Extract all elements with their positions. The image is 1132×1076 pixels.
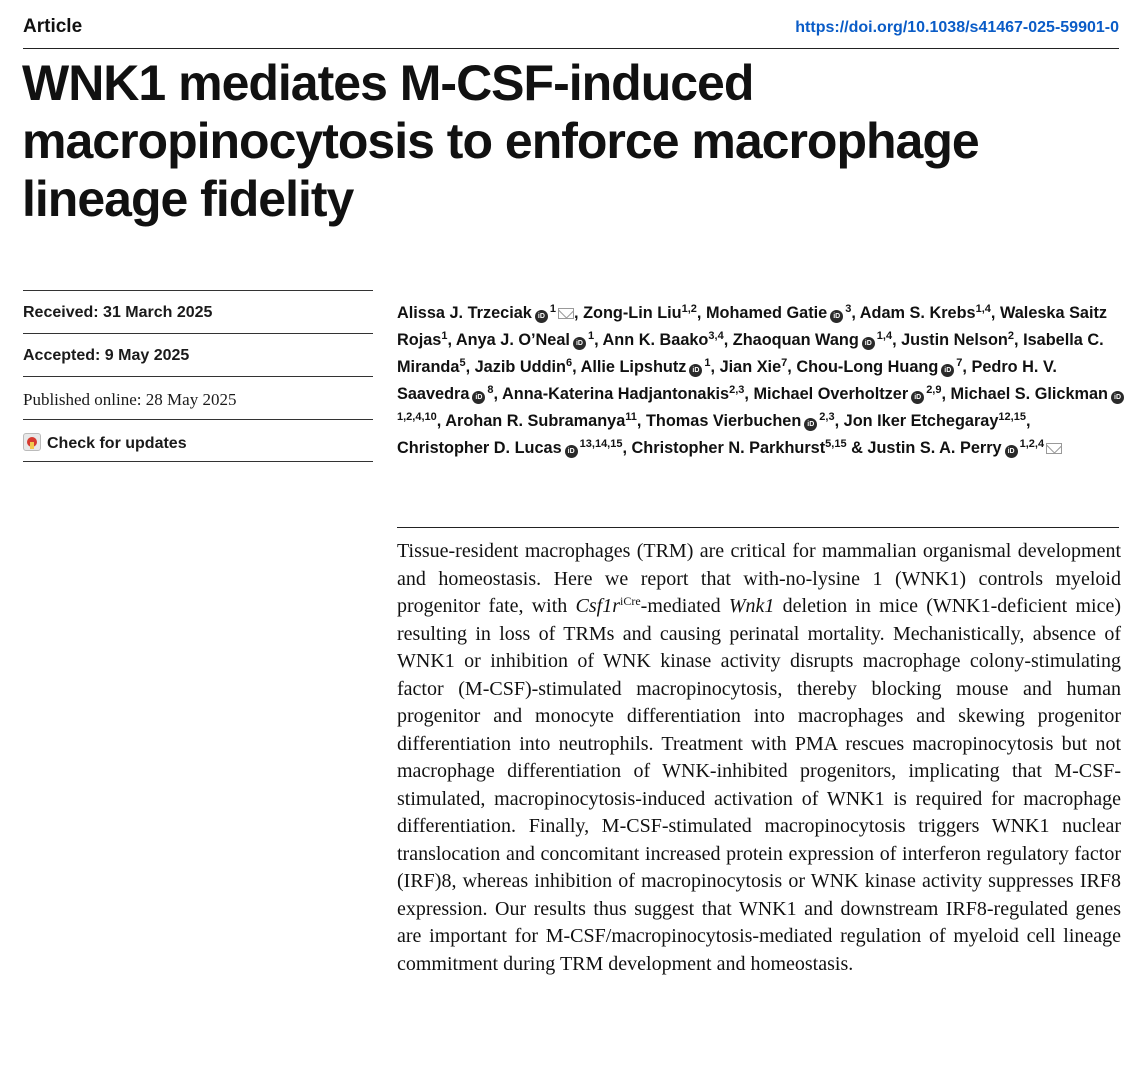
author-affiliation: 13,14,15 [579, 438, 623, 450]
author-separator: , [892, 331, 902, 349]
author-name: Zong-Lin Liu [583, 304, 682, 322]
author[interactable] [475, 358, 573, 376]
author-name: Ann K. Baako [602, 331, 709, 349]
author-affiliation: 1 [441, 330, 448, 342]
author-name: Jazib Uddin [474, 358, 566, 376]
author-separator: , [962, 358, 972, 376]
author-separator: , [572, 358, 581, 376]
author-separator: , [851, 304, 860, 322]
author-affiliation: 7 [956, 357, 963, 369]
author[interactable] [867, 439, 1062, 457]
received-date: Received: 31 March 2025 [23, 290, 373, 333]
author-name: Alissa J. Trzeciak [397, 304, 532, 322]
author-separator: , [636, 412, 646, 430]
orcid-icon[interactable]: iD [804, 418, 817, 431]
author-affiliation: 3 [845, 303, 852, 315]
author-name: Christopher N. Parkhurst [631, 439, 826, 457]
abstract [397, 538, 1121, 978]
author-affiliation: 2,9 [926, 384, 942, 396]
author-separator: , [465, 358, 475, 376]
abstract-divider [397, 527, 1119, 528]
orcid-icon[interactable]: iD [1111, 391, 1124, 404]
author[interactable] [445, 412, 637, 430]
author-name: Jon Iker Etchegaray [843, 412, 999, 430]
author-separator: , [723, 331, 733, 349]
gene-name: Csf1r [575, 595, 620, 617]
gene-superscript: iCre [620, 594, 641, 608]
author-separator: , [493, 385, 502, 403]
author[interactable] [581, 358, 711, 376]
author-separator: , [594, 331, 603, 349]
author-name: Pedro H. V. Saavedra [397, 358, 1057, 403]
author[interactable] [753, 385, 941, 403]
author-name: Allie Lipshutz [580, 358, 687, 376]
author-affiliation: 1,4 [876, 330, 893, 342]
email-icon[interactable] [1046, 443, 1062, 454]
author[interactable] [844, 412, 1026, 430]
author-separator: , [436, 412, 446, 430]
author-separator: , [834, 412, 844, 430]
accepted-date: Accepted: 9 May 2025 [23, 333, 373, 376]
author-affiliation: 12,15 [998, 411, 1026, 423]
author-name: Adam S. Krebs [859, 304, 976, 322]
author-name: Michael S. Glickman [950, 385, 1108, 403]
author-name: Michael Overholtzer [753, 385, 909, 403]
author[interactable] [901, 331, 1014, 349]
author[interactable] [706, 304, 851, 322]
author-affiliation: 1,2,4,10 [397, 411, 437, 423]
orcid-icon[interactable]: iD [565, 445, 578, 458]
author-affiliation: 3,4 [708, 330, 724, 342]
doi-link[interactable]: https://doi.org/10.1038/s41467-025-59901-0 [795, 19, 1119, 36]
author-name: Waleska Saitz Rojas [397, 304, 1108, 349]
orcid-icon[interactable]: iD [472, 391, 485, 404]
gene-name: Wnk1 [728, 595, 775, 617]
author-separator: , [787, 358, 797, 376]
author-affiliation: 1 [587, 330, 595, 342]
author-name: Isabella C. Miranda [397, 331, 1104, 376]
author-separator: , [622, 439, 632, 457]
orcid-icon[interactable]: iD [911, 391, 924, 404]
author-affiliation: 7 [781, 357, 788, 369]
email-icon[interactable] [558, 308, 574, 319]
author-name: Jian Xie [719, 358, 782, 376]
article-type-label: Article [23, 16, 83, 37]
orcid-icon[interactable]: iD [862, 337, 875, 350]
abstract-text: deletion in mice (WNK1-deficient mice) resulting in loss of TRMs and causing perinatal mortality. Mechanistically, absence of WNK1 or inhibition of WNK kinase activity disrupts macrophage colony-stimulating factor (M-CSF)-stimulated macropinocytosis, thereby blocking mouse and human progenitor and monocyte differentiation into macrophages and skewing progenitor differentiation into neutrophils. Treatment with PMA rescues macropinocytosis but not macrophage differentiation of WNK-inhibited progenitors, implicating that M-CSF-stimulated, macropinocytosis-induced activation of WNK1 is required for macrophage differentiation. Finally, M-CSF-stimulated macropinocytosis triggers WNK1 nuclear translocation and concomitant increased protein expression of interferon regulatory factor (IRF)8, whereas inhibition of macropinocytosis or WNK kinase activity suppresses IRF8 expression. Our results thus suggest that WNK1 and downstream IRF8-regulated genes are important for M-CSF/macropinocytosis-mediated regulation of myeloid cell lineage commitment during TRM development and homeostasis. [397, 595, 1121, 975]
author-affiliation: 11 [625, 411, 637, 423]
author-separator: , [941, 385, 951, 403]
author-affiliation: 1 [704, 357, 711, 369]
author-affiliation: 5,15 [825, 438, 847, 450]
author-separator: & [846, 439, 868, 457]
author-name: Anna-Katerina Hadjantonakis [502, 385, 730, 403]
orcid-icon[interactable]: iD [1005, 445, 1018, 458]
author-name: Anya J. O’Neal [455, 331, 570, 349]
author-separator: , [696, 304, 706, 322]
article-header [23, 14, 1119, 49]
check-for-updates-button[interactable] [23, 419, 373, 462]
article-meta [23, 290, 373, 462]
author[interactable] [397, 439, 622, 457]
published-date: Published online: 28 May 2025 [23, 376, 373, 419]
author[interactable] [860, 304, 991, 322]
author-separator: , [574, 304, 584, 322]
author-separator: , [990, 304, 1000, 322]
orcid-icon[interactable]: iD [941, 364, 954, 377]
author-separator: , [1014, 331, 1024, 349]
author[interactable] [397, 304, 574, 322]
author[interactable] [796, 358, 962, 376]
author[interactable] [632, 439, 847, 457]
check-updates-icon [23, 433, 41, 451]
author-separator: , [744, 385, 754, 403]
author-separator: , [1025, 412, 1031, 430]
author-name: Justin Nelson [901, 331, 1008, 349]
author[interactable] [646, 412, 835, 430]
author[interactable] [502, 385, 744, 403]
author-name: Zhaoquan Wang [732, 331, 859, 349]
author-name: Mohamed Gatie [705, 304, 828, 322]
author-name: Thomas Vierbuchen [645, 412, 802, 430]
author[interactable] [733, 331, 892, 349]
author-affiliation: 6 [566, 357, 573, 369]
author-affiliation: 1 [549, 303, 556, 315]
author-affiliation: 1,2 [681, 303, 697, 315]
check-updates-label: Check for updates [47, 435, 187, 452]
author-affiliation: 8 [487, 384, 494, 396]
orcid-icon[interactable]: iD [573, 337, 586, 350]
author[interactable] [456, 331, 594, 349]
orcid-icon[interactable]: iD [830, 310, 843, 323]
author[interactable] [720, 358, 788, 376]
author-name: Justin S. A. Perry [867, 439, 1002, 457]
article-title: WNK1 mediates M-CSF-induced macropinocytosis to enforce macrophage lineage fidelity [22, 55, 979, 227]
author[interactable] [603, 331, 724, 349]
abstract-text: Tissue-resident macrophages (TRM) are critical for mammalian organismal development and homeostasis. Here we report that with-no-lysine 1 (WNK1) controls myeloid progenitor fate, with [397, 540, 1121, 617]
author-affiliation: 2,3 [819, 411, 835, 423]
author-affiliation: 5 [459, 357, 466, 369]
author-separator: , [447, 331, 456, 349]
author-name: Arohan R. Subramanya [445, 412, 626, 430]
author-separator: , [710, 358, 720, 376]
orcid-icon[interactable]: iD [689, 364, 702, 377]
abstract-text: -mediated [640, 595, 729, 617]
author-list [397, 300, 1127, 462]
author-name: Chou-Long Huang [796, 358, 939, 376]
orcid-icon[interactable]: iD [535, 310, 548, 323]
author-affiliation: 2,3 [729, 384, 745, 396]
author-affiliation: 1,2,4 [1019, 438, 1045, 450]
author[interactable] [583, 304, 697, 322]
author-affiliation: 2 [1007, 330, 1015, 342]
author-name: Christopher D. Lucas [397, 439, 562, 457]
author-affiliation: 1,4 [975, 303, 991, 315]
